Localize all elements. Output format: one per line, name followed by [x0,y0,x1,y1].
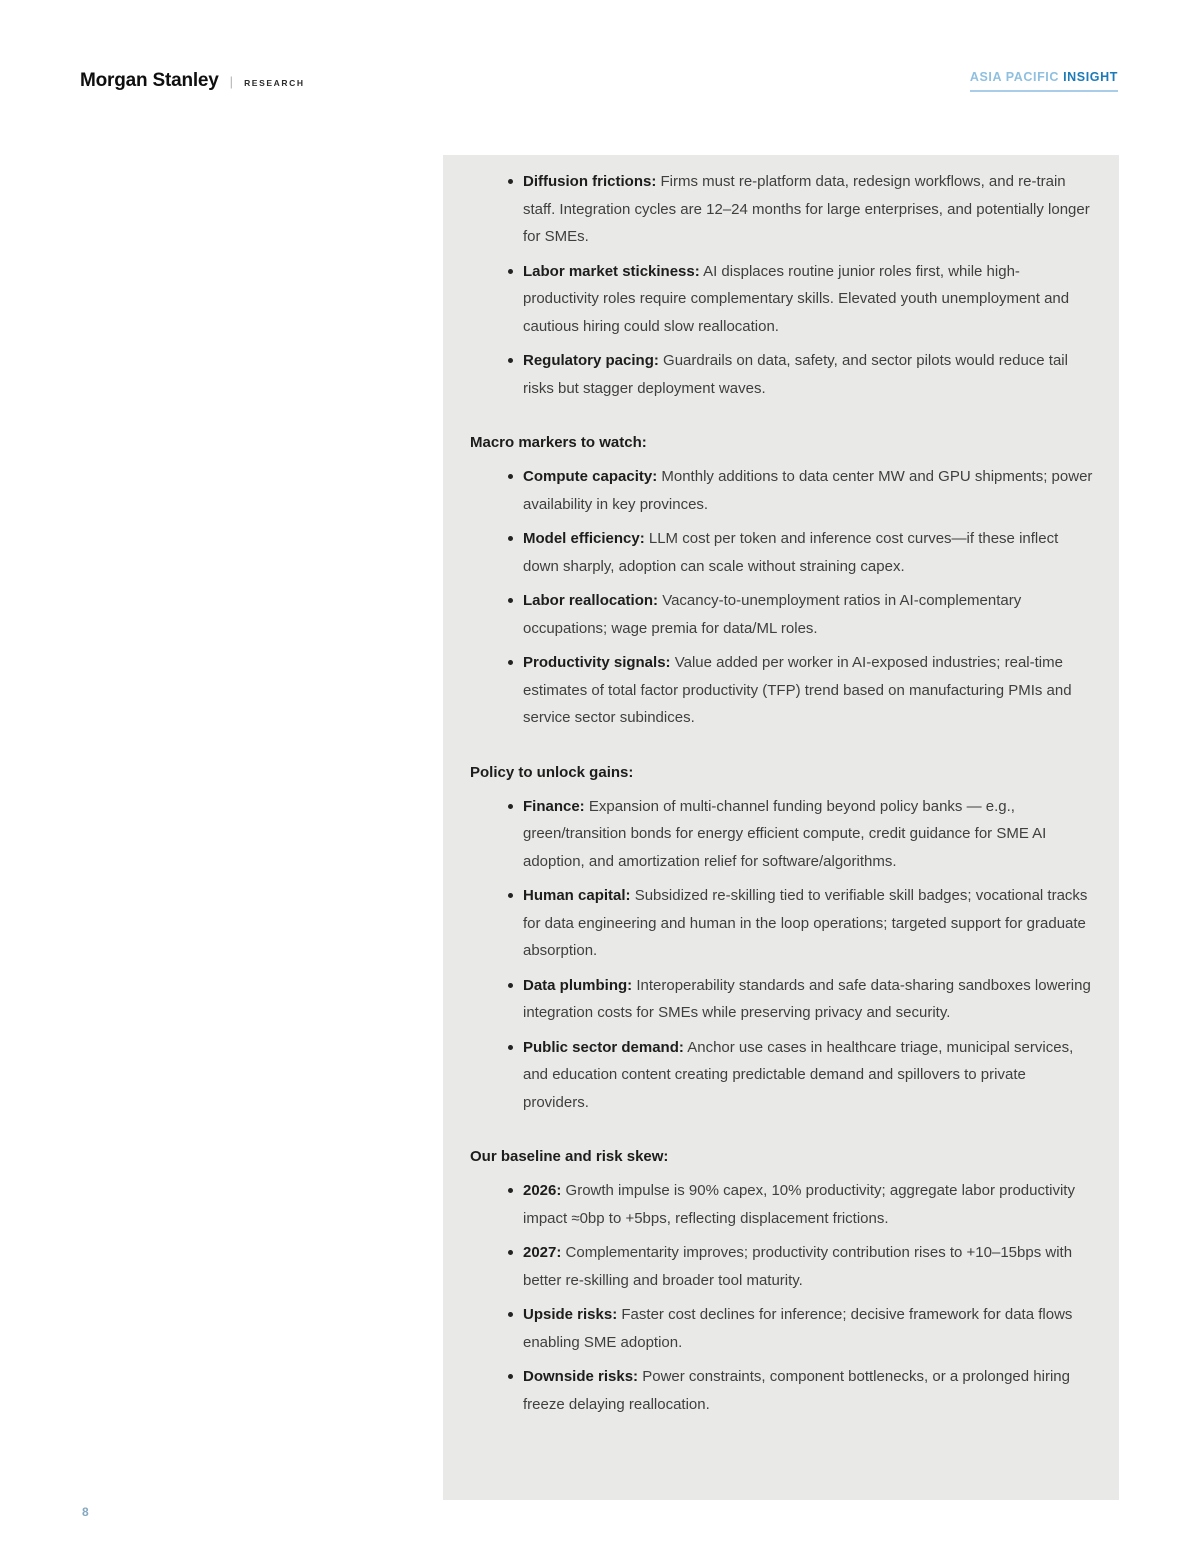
bullet-body: Expansion of multi-channel funding beyond policy banks — e.g., green/transition bonds for energy efficient compute, credit guidance for SME AI adoption, and amortization relief for software/algorithms. [523,797,1047,870]
bullet-icon [508,358,513,363]
bullet-icon [508,1374,513,1379]
bullet-icon [508,1188,513,1193]
brand-separator: | [229,74,234,89]
list-item [508,1034,1093,1117]
bullet-body: Power constraints, component bottlenecks, or a prolonged hiring freeze delaying reallocation. [523,1368,1070,1413]
bullet-text [523,1177,1093,1232]
section-heading: Policy to unlock gains: [470,763,634,781]
section-heading: Our baseline and risk skew: [470,1148,669,1165]
bullet-label: Regulatory pacing: [523,352,659,369]
content-panel [443,155,1119,1500]
list-item [508,972,1093,1027]
bullet-body: Guardrails on data, safety, and sector pilots would reduce tail risks but stagger deployment waves. [523,352,1068,397]
bullet-label: Compute capacity: [523,468,658,485]
list-item [508,1363,1093,1418]
bullet-icon [508,804,513,809]
bullet-label: Upside risks: [523,1306,618,1323]
bullet-body: Growth impulse is 90% capex, 10% productivity; aggregate labor productivity impact ≈0bp to +5bps, reflecting displacement frictions. [523,1182,1075,1227]
list-item [508,168,1093,251]
bullet-label: Productivity signals: [523,654,671,671]
bullet-label: Public sector demand: [523,1038,684,1056]
bullet-icon [508,983,513,988]
list-item [508,347,1093,402]
bullet-label: Labor market stickiness: [523,262,700,280]
bullet-text [523,882,1093,965]
bullet-text [523,1034,1093,1117]
page-number: 8 [82,1505,89,1519]
series-label-region: ASIA PACIFIC [969,70,1060,84]
bullet-body: Monthly additions to data center MW and GPU shipments; power availability in key provinces. [523,468,1093,513]
bullet-text [523,347,1093,402]
bullet-text [523,587,1093,642]
bullet-text [523,463,1093,518]
bullet-icon [508,660,513,665]
list-item [508,1239,1093,1294]
bullet-label: Finance: [523,797,585,815]
bullet-text [523,258,1093,341]
list-item [508,1177,1093,1232]
brand-division-label: RESEARCH [244,78,305,88]
bullet-icon [508,536,513,541]
bullet-body: Faster cost declines for inference; decisive framework for data flows enabling SME adoption. [523,1306,1073,1351]
page-header [80,70,1118,92]
bullet-icon [508,179,513,184]
bullet-icon [508,474,513,479]
bullet-label: Labor reallocation: [523,592,659,609]
list-item [508,649,1093,732]
bullet-body: Firms must re-platform data, redesign workflows, and re-train staff. Integration cycles are 12–24 months for large enterprises, and potentially longer for SMEs. [523,173,1090,245]
bullet-label: Human capital: [523,887,631,904]
bullet-label: 2027: [523,1244,562,1261]
bullet-text [523,793,1093,876]
brand-wordmark: Morgan Stanley [80,70,219,91]
bullet-icon [508,1312,513,1317]
list-item [508,882,1093,965]
bullet-label: Data plumbing: [523,976,633,994]
bullet-body: Value added per worker in AI-exposed industries; real-time estimates of total factor productivity (TFP) trend based on manufacturing PMIs and service sector subindices. [523,654,1072,726]
bullet-text [523,972,1093,1027]
series-label-name: INSIGHT [1063,70,1118,84]
series-label [970,70,1118,92]
bullet-body: AI displaces routine junior roles first, while high-productivity roles require complementary skills. Elevated youth unemployment and cautious hiring could slow reallocation. [523,262,1070,335]
list-item [508,587,1093,642]
bullet-icon [508,269,513,274]
list-item [508,793,1093,876]
bullet-body: Vacancy-to-unemployment ratios in AI-complementary occupations; wage premia for data/ML roles. [523,592,1022,637]
bullet-label: Diffusion frictions: [523,173,657,190]
bullet-text [523,1301,1093,1356]
bullet-body: Interoperability standards and safe data-sharing sandboxes lowering integration costs for SMEs while preserving privacy and security. [523,976,1091,1021]
bullet-body: LLM cost per token and inference cost curves—if these inflect down sharply, adoption can scale without straining capex. [523,530,1059,575]
bullet-body: Complementarity improves; productivity contribution rises to +10–15bps with better re-skilling and broader tool maturity. [523,1244,1073,1289]
bullet-text [523,1363,1093,1418]
bullet-icon [508,1045,513,1050]
bullet-text [523,168,1093,251]
list-item [508,1301,1093,1356]
bullet-text [523,1239,1093,1294]
bullet-icon [508,1250,513,1255]
brand-logo [80,70,305,92]
bullet-icon [508,598,513,603]
bullet-icon [508,893,513,898]
bullet-text [523,525,1093,580]
list-item [508,463,1093,518]
bullet-body: Subsidized re-skilling tied to verifiable skill badges; vocational tracks for data engineering and human in the loop operations; targeted support for graduate absorption. [523,887,1088,959]
bullet-body: Anchor use cases in healthcare triage, municipal services, and education content creating predictable demand and spillovers to private providers. [523,1038,1074,1111]
list-item [508,525,1093,580]
section-heading: Macro markers to watch: [470,434,647,451]
bullet-label: 2026: [523,1182,562,1199]
bullet-text [523,649,1093,732]
bullet-label: Model efficiency: [523,530,645,547]
list-item [508,258,1093,341]
bullet-label: Downside risks: [523,1368,639,1385]
